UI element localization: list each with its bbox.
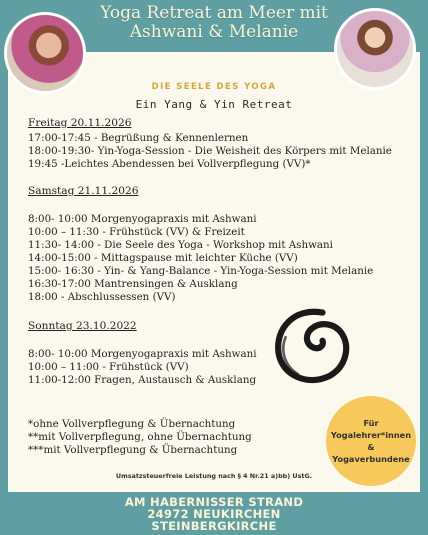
kicker-text: DIE SEELE DES YOGA bbox=[151, 82, 277, 92]
day-title: Sonntag 23.10.2022 bbox=[28, 320, 137, 332]
location-footer bbox=[8, 496, 420, 532]
schedule-row: 17:00-17:45 - Begrüßung & Kennenlernen bbox=[28, 132, 249, 144]
schedule-row: 14:00-15:00 - Mittagspause mit leichter Küche (VV) bbox=[28, 252, 298, 264]
day-friday bbox=[28, 117, 392, 171]
melanie-avatar bbox=[334, 8, 416, 90]
day-sunday bbox=[28, 320, 257, 387]
notes bbox=[28, 418, 252, 457]
title-line-1: Yoga Retreat am Meer mit bbox=[100, 3, 328, 23]
schedule-row: 19:45 -Leichtes Abendessen bei Vollverpflegung (VV)* bbox=[28, 158, 311, 170]
footer-line: AM HABERNISSER STRAND bbox=[124, 495, 304, 509]
enso-circle-icon bbox=[268, 302, 356, 390]
page-title bbox=[86, 4, 342, 42]
schedule-row: 18:00-19:30- Yin-Yoga-Session - Die Weisheit des Körpers mit Melanie bbox=[28, 145, 392, 157]
footer-line: 24972 NEUKIRCHEN bbox=[147, 507, 281, 521]
schedule-row: 10:00 – 11:00 - Frühstück (VV) bbox=[28, 361, 189, 373]
schedule-row bbox=[28, 200, 373, 213]
subtitle-text: Ein Yang & Yin Retreat bbox=[135, 98, 293, 111]
audience-badge bbox=[326, 396, 416, 486]
note-line: **mit Vollverpflegung, ohne Übernachtung bbox=[28, 431, 252, 443]
badge-line: & bbox=[367, 442, 375, 452]
schedule-row: 16:30-17:00 Mantrensingen & Ausklang bbox=[28, 278, 238, 290]
note-line: ***mit Vollverpflegung & Übernachtung bbox=[28, 444, 238, 456]
footer-line: STEINBERGKIRCHE bbox=[151, 519, 277, 533]
schedule-row: 8:00- 10:00 Morgenyogapraxis mit Ashwani bbox=[28, 213, 257, 225]
schedule-row: 11:30- 14:00 - Die Seele des Yoga - Workshop mit Ashwani bbox=[28, 239, 333, 251]
schedule-row: 18:00 - Abschlussessen (VV) bbox=[28, 291, 176, 303]
badge-line: Yogalehrer*innen bbox=[330, 430, 412, 440]
schedule-row: 10:00 – 11:30 - Frühstück (VV) & Freizeit bbox=[28, 226, 245, 238]
title-line-2: Ashwani & Melanie bbox=[129, 22, 299, 42]
day-title: Samstag 21.11.2026 bbox=[28, 185, 139, 197]
day-title: Freitag 20.11.2026 bbox=[28, 117, 132, 129]
schedule-row: 15:00- 16:30 - Yin- & Yang-Balance - Yin-Yoga-Session mit Melanie bbox=[28, 265, 374, 277]
note-line: *ohne Vollverpflegung & Übernachtung bbox=[28, 418, 236, 430]
day-saturday bbox=[28, 185, 373, 304]
badge-line: Für bbox=[363, 418, 379, 428]
badge-line: Yogaverbundene bbox=[332, 454, 410, 464]
schedule-row bbox=[28, 335, 257, 348]
schedule-row: 8:00- 10:00 Morgenyogapraxis mit Ashwani bbox=[28, 348, 257, 360]
schedule-row: 11:00-12:00 Fragen, Austausch & Ausklang bbox=[28, 374, 257, 386]
tax-note: Umsatzsteuerfreie Leistung nach § 4 Nr.21 a)bb) UstG. bbox=[115, 472, 313, 480]
